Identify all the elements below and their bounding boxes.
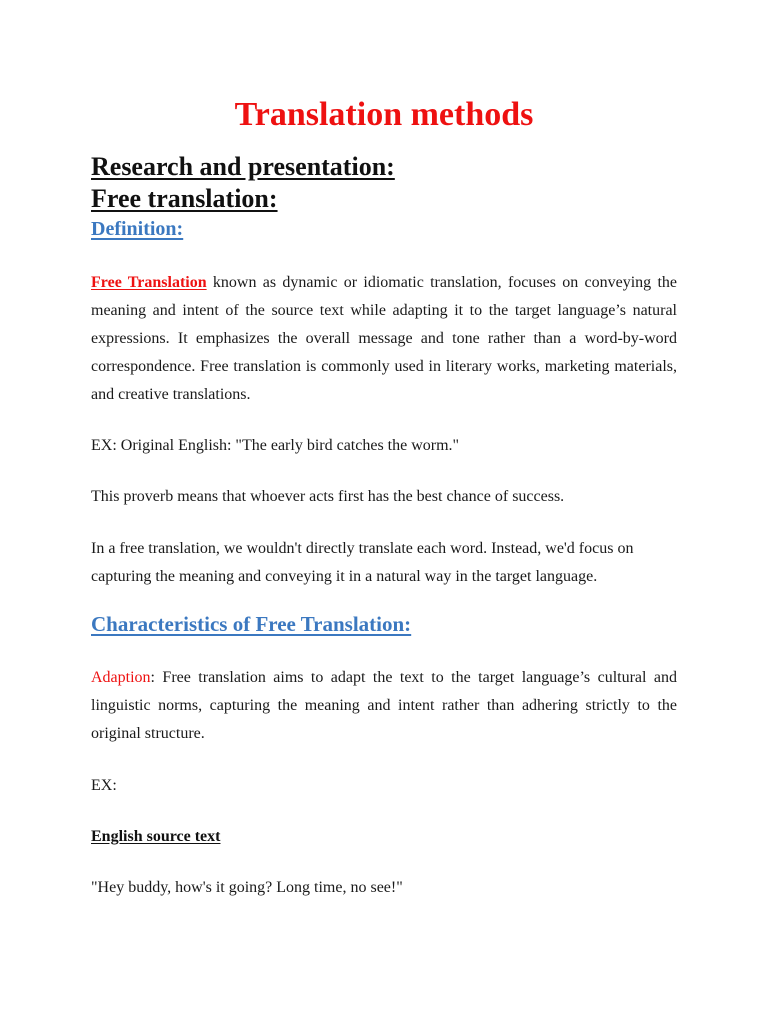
definition-text: known as dynamic or idiomatic translation, focuses on conveying the meaning and intent of the source text while adapting it to the target language’s natural expressions. It emphasizes the overall message and tone rather than a word-by-word correspondence. Free translation is commonly used in literary works, marketing materials, and creative translations. [91, 274, 678, 403]
adaption-paragraph [91, 664, 677, 748]
definition-paragraph [91, 269, 677, 409]
subheading-definition: Definition: [91, 218, 184, 240]
example-label: EX: [91, 777, 117, 794]
example-original-english: EX: Original English: "The early bird catches the worm." [91, 437, 460, 454]
adaption-term: Adaption [91, 669, 151, 686]
free-translation-note: In a free translation, we wouldn't directly translate each word. Instead, we'd focus on capturing the meaning and conveying it in a natural way in the target language. [91, 540, 634, 585]
definition-term: Free Translation [91, 274, 207, 291]
proverb-meaning: This proverb means that whoever acts first has the best chance of success. [91, 488, 565, 505]
heading-research-presentation: Research and presentation: [91, 152, 395, 181]
source-quote: "Hey buddy, how's it going? Long time, no see!" [91, 879, 403, 896]
adaption-text: : Free translation aims to adapt the text to the target language’s cultural and linguistic norms, capturing the meaning and intent rather than adhering strictly to the original structure. [91, 669, 677, 742]
subheading-characteristics: Characteristics of Free Translation: [91, 612, 412, 636]
heading-free-translation: Free translation: [91, 184, 278, 213]
document-title: Translation methods [234, 96, 534, 133]
english-source-heading: English source text [91, 828, 221, 845]
